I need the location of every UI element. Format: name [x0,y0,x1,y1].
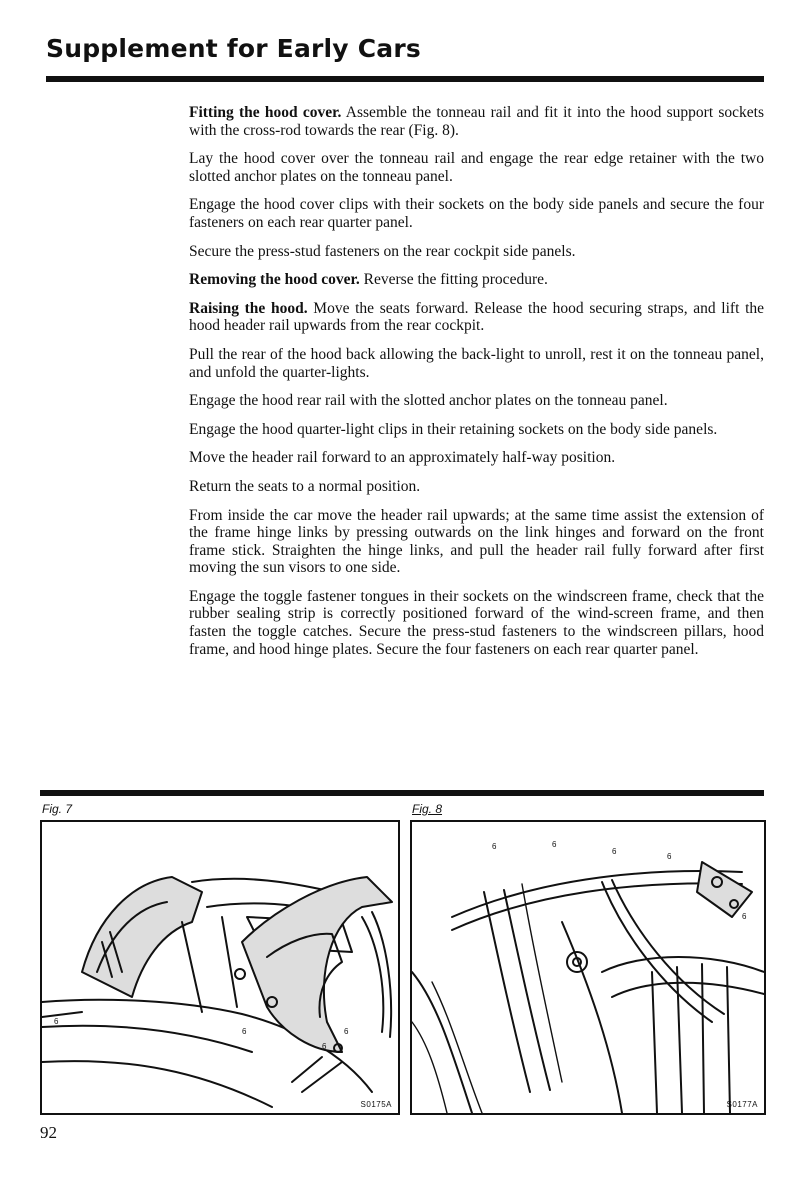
header-rule [46,76,764,82]
figure-rule [40,790,764,796]
body-text [189,104,764,669]
paragraph [189,421,764,439]
page-title: Supplement for Early Cars [46,34,421,63]
fig-7-label: Fig. 7 [42,802,73,816]
fig-8-callout: 6 [492,842,497,851]
paragraph-text: Assemble the tonneau rail and fit it into the hood support sockets with the cross-rod towards the rear (Fig. 8). [189,104,764,139]
fig-8-ref: S0177A [726,1100,758,1109]
paragraph [189,271,764,289]
paragraph [189,449,764,467]
paragraph-text: Move the header rail forward to an approximately half-way position. [189,449,616,467]
paragraph-text: From inside the car move the header rail upwards; at the same time assist the extension of the frame hinge links by pressing outwards on the link hinges and forward on the front frame stick. Straighten the hinge links, and pull the header rail fully forward after first moving the sun visors to one side. [189,506,764,577]
paragraph [189,196,764,231]
page-number: 92 [40,1123,57,1142]
run-in-heading: Fitting the hood cover. [189,104,342,121]
paragraph-text: Reverse the fitting procedure. [359,271,548,289]
fig-8-callout: 6 [612,847,617,856]
fig-7-callout: 6 [322,1042,327,1051]
fig-8-callout: 6 [742,912,747,921]
paragraph-text: Engage the toggle fastener tongues in their sockets on the windscreen frame, check that the rubber sealing strip is correctly positioned forward of the wind-screen frame, and then fasten the toggle catches. Secure the press-stud fasteners to the windscreen pillars, hood frame, and hood hinge plates. Secure the four fasteners on each rear quarter panel. [189,587,764,658]
fig-8-illustration [410,820,766,1115]
paragraph-text: Engage the hood quarter-light clips in their retaining sockets on the body side panels. [189,420,718,438]
fig-7-callout: 6 [54,1017,59,1026]
paragraph [189,104,764,139]
paragraph [189,588,764,658]
fig-7-callout: 6 [242,1027,247,1036]
fig-8-callout: 6 [667,852,672,861]
fig-7-callout: 6 [344,1027,349,1036]
paragraph-text: Return the seats to a normal position. [189,477,421,495]
paragraph [189,150,764,185]
paragraph-text: Pull the rear of the hood back allowing the back-light to unroll, rest it on the tonneau panel, and unfold the quarter-lights. [189,345,764,381]
paragraph [189,346,764,381]
fig-8-label: Fig. 8 [412,802,443,816]
paragraph [189,243,764,261]
fig-8-callout: 6 [552,840,557,849]
paragraph [189,478,764,496]
paragraph-text: Move the seats forward. Release the hood securing straps, and lift the hood header rail upwards from the rear cockpit. [189,299,764,335]
fig-7-ref: S0175A [360,1100,392,1109]
paragraph [189,507,764,577]
paragraph-text: Engage the hood cover clips with their sockets on the body side panels and secure the four fasteners on each rear quarter panel. [189,196,764,231]
paragraph [189,392,764,410]
paragraph-text: Engage the hood rear rail with the slotted anchor plates on the tonneau panel. [189,392,668,410]
paragraph-text: Lay the hood cover over the tonneau rail and engage the rear edge retainer with the two slotted anchor plates on the tonneau panel. [189,150,764,185]
run-in-heading: Removing the hood cover. [189,271,360,289]
paragraph [189,300,764,335]
fig-7-illustration [40,820,400,1115]
paragraph-text: Secure the press-stud fasteners on the rear cockpit side panels. [189,242,576,260]
run-in-heading: Raising the hood. [189,299,308,317]
